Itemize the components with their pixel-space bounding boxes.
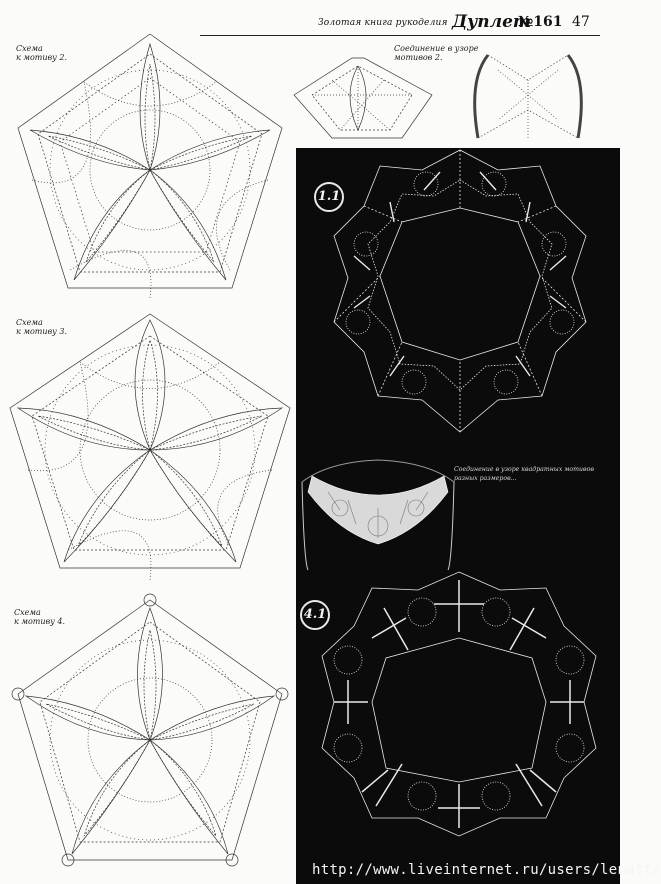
watermark-url: http://www.liveinternet.ru/users/lenatt/ (312, 862, 661, 878)
scheme-2-label: Схема к мотиву 2. (16, 44, 67, 62)
connection-chart-left (292, 50, 442, 140)
issue-number: №161 (518, 14, 563, 30)
collar-on-neck-photo (298, 452, 458, 572)
lace-ring-model-1 (330, 146, 590, 446)
scheme-4-label: Схема к мотиву 4. (14, 608, 65, 626)
page-number: 47 (572, 14, 590, 30)
crochet-chart-motif-3 (0, 300, 300, 580)
connection-label: Соединение в узоре мотивов 2. (394, 44, 479, 62)
lace-ring-model-2 (314, 568, 604, 838)
brand-logo: Дуплет (452, 12, 531, 32)
crochet-chart-motif-2 (0, 20, 300, 320)
model-1-badge: 1.1 (314, 182, 344, 212)
crochet-chart-motif-4 (0, 590, 300, 880)
model-1-collar-description: Соединение в узоре квадратных мотивов разных размеров... (454, 466, 594, 482)
connection-chart-right (448, 50, 608, 140)
model-2-badge: 4.1 (300, 600, 330, 630)
magazine-title: Золотая книга рукоделия (318, 18, 448, 28)
scheme-3-label: Схема к мотиву 3. (16, 318, 67, 336)
